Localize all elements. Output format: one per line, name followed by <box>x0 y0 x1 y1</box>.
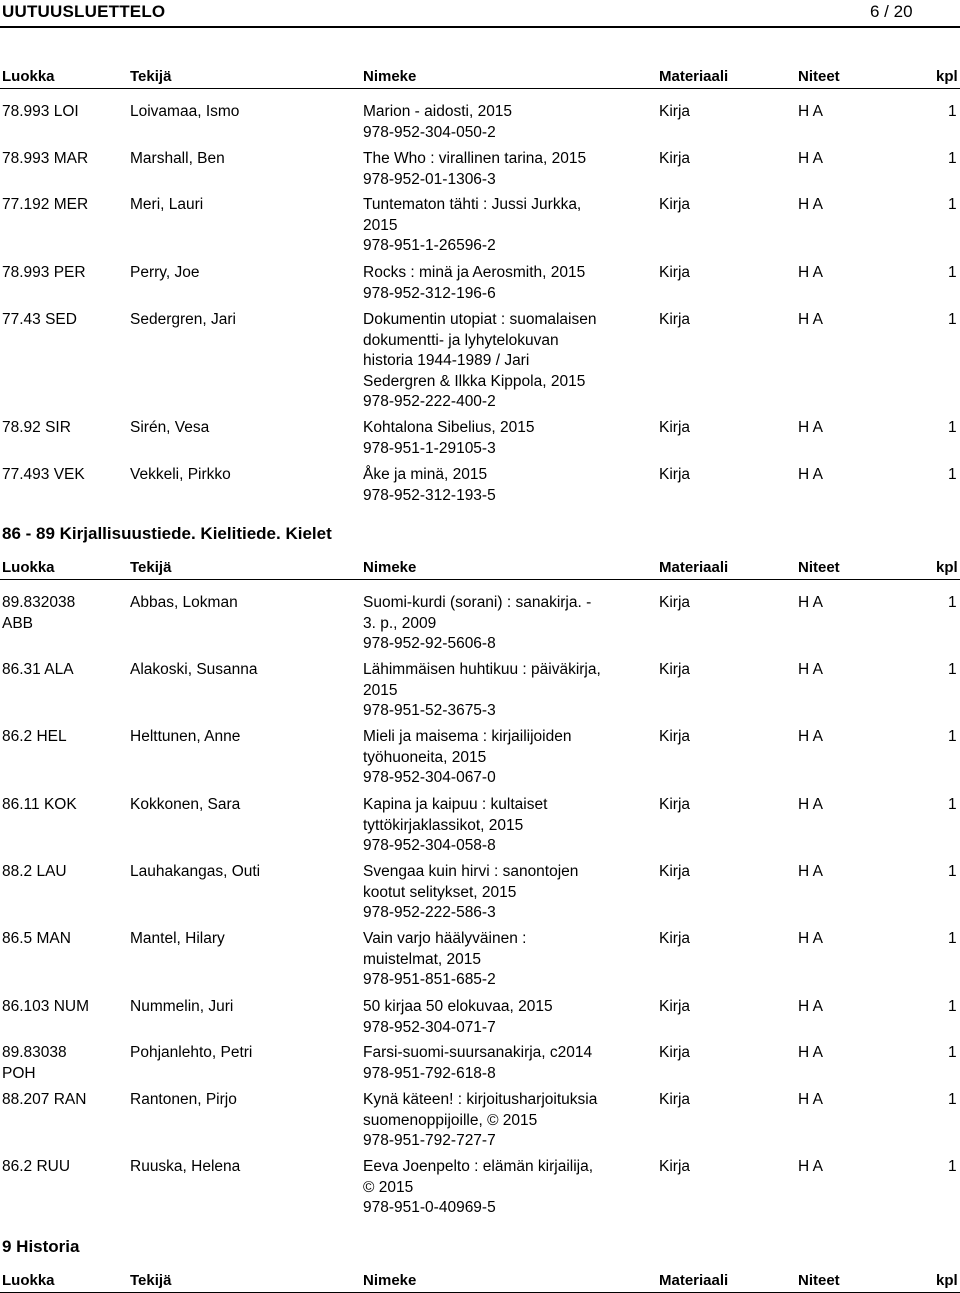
cell-kpl: 1 <box>948 930 957 947</box>
cell-kpl: 1 <box>948 466 957 483</box>
section-title: 86 - 89 Kirjallisuustiede. Kielitiede. Kielet <box>2 524 332 543</box>
cell-materiaali: Kirja <box>659 1091 691 1108</box>
cell-tekija: Helttunen, Anne <box>130 728 241 745</box>
cell-niteet: H A <box>798 150 823 167</box>
cell-niteet: H A <box>798 1044 823 1061</box>
col-tekija: Tekijä <box>130 1272 172 1289</box>
cell-luokka: 86.5 MAN <box>2 930 71 947</box>
cell-kpl: 1 <box>948 196 957 213</box>
cell-tekija: Meri, Lauri <box>130 196 204 213</box>
cell-materiaali: Kirja <box>659 419 691 436</box>
cell-nimeke: Tuntematon tähti : Jussi Jurkka, 2015 978-951-1-26596-2 <box>363 196 582 254</box>
cell-kpl: 1 <box>948 998 957 1015</box>
cell-kpl: 1 <box>948 264 957 281</box>
cell-niteet: H A <box>798 264 823 281</box>
col-luokka: Luokka <box>2 559 55 576</box>
cell-nimeke: Farsi-suomi-suursanakirja, c2014 978-951-792-618-8 <box>363 1044 593 1082</box>
cell-niteet: H A <box>798 661 823 678</box>
cell-tekija: Kokkonen, Sara <box>130 796 241 813</box>
cell-nimeke: Dokumentin utopiat : suomalaisen dokumentti- ja lyhytelokuvan historia 1944-1989 / Jari Sedergren & Ilkka Kippola, 2015 978-952-222-400-2 <box>363 311 597 410</box>
column-header <box>0 66 960 89</box>
cell-tekija: Perry, Joe <box>130 264 200 281</box>
cell-materiaali: Kirja <box>659 863 691 880</box>
cell-nimeke: Mieli ja maisema : kirjailijoiden työhuoneita, 2015 978-952-304-067-0 <box>363 728 572 786</box>
cell-kpl: 1 <box>948 1158 957 1175</box>
cell-nimeke: Suomi-kurdi (sorani) : sanakirja. - 3. p., 2009 978-952-92-5606-8 <box>363 594 592 652</box>
cell-materiaali: Kirja <box>659 1158 691 1175</box>
cell-tekija: Marshall, Ben <box>130 150 225 167</box>
col-niteet: Niteet <box>798 68 840 85</box>
cell-materiaali: Kirja <box>659 264 691 281</box>
cell-tekija: Sedergren, Jari <box>130 311 236 328</box>
cell-tekija: Loivamaa, Ismo <box>130 103 240 120</box>
cell-kpl: 1 <box>948 103 957 120</box>
col-kpl: kpl <box>936 559 958 576</box>
col-nimeke: Nimeke <box>363 68 417 85</box>
cell-luokka: 78.993 MAR <box>2 150 89 167</box>
cell-tekija: Pohjanlehto, Petri <box>130 1044 253 1061</box>
cell-luokka: 86.31 ALA <box>2 661 74 678</box>
cell-tekija: Vekkeli, Pirkko <box>130 466 231 483</box>
cell-kpl: 1 <box>948 150 957 167</box>
col-nimeke: Nimeke <box>363 559 417 576</box>
cell-kpl: 1 <box>948 661 957 678</box>
cell-luokka: 86.103 NUM <box>2 998 90 1015</box>
cell-niteet: H A <box>798 796 823 813</box>
col-kpl: kpl <box>936 68 958 85</box>
cell-nimeke: Svengaa kuin hirvi : sanontojen kootut selitykset, 2015 978-952-222-586-3 <box>363 863 579 921</box>
col-nimeke: Nimeke <box>363 1272 417 1289</box>
cell-niteet: H A <box>798 728 823 745</box>
cell-materiaali: Kirja <box>659 311 691 328</box>
column-header <box>0 1270 960 1293</box>
cell-luokka: 86.2 HEL <box>2 728 67 745</box>
cell-nimeke: The Who : virallinen tarina, 2015 978-952-01-1306-3 <box>363 150 587 188</box>
cell-kpl: 1 <box>948 796 957 813</box>
cell-materiaali: Kirja <box>659 103 691 120</box>
cell-luokka: 86.2 RUU <box>2 1158 71 1175</box>
cell-niteet: H A <box>798 196 823 213</box>
cell-materiaali: Kirja <box>659 661 691 678</box>
cell-nimeke: Kynä käteen! : kirjoitusharjoituksia suomenoppijoille, © 2015 978-951-792-727-7 <box>363 1091 598 1149</box>
cell-niteet: H A <box>798 1091 823 1108</box>
cell-niteet: H A <box>798 311 823 328</box>
cell-luokka: 77.493 VEK <box>2 466 85 483</box>
cell-kpl: 1 <box>948 419 957 436</box>
cell-nimeke: Kohtalona Sibelius, 2015 978-951-1-29105-3 <box>363 419 535 457</box>
cell-luokka: 89.83038 POH <box>2 1044 67 1082</box>
col-tekija: Tekijä <box>130 559 172 576</box>
cell-materiaali: Kirja <box>659 796 691 813</box>
cell-materiaali: Kirja <box>659 150 691 167</box>
cell-kpl: 1 <box>948 1044 957 1061</box>
cell-kpl: 1 <box>948 728 957 745</box>
cell-kpl: 1 <box>948 1091 957 1108</box>
col-materiaali: Materiaali <box>659 68 729 85</box>
cell-materiaali: Kirja <box>659 930 691 947</box>
cell-nimeke: Åke ja minä, 2015 978-952-312-193-5 <box>363 466 496 504</box>
cell-luokka: 88.207 RAN <box>2 1091 87 1108</box>
col-niteet: Niteet <box>798 559 840 576</box>
cell-niteet: H A <box>798 466 823 483</box>
cell-materiaali: Kirja <box>659 466 691 483</box>
cell-niteet: H A <box>798 419 823 436</box>
cell-niteet: H A <box>798 930 823 947</box>
section-title: 9 Historia <box>2 1237 80 1256</box>
cell-niteet: H A <box>798 594 823 611</box>
cell-niteet: H A <box>798 1158 823 1175</box>
cell-luokka: 78.993 PER <box>2 264 86 281</box>
cell-tekija: Ruuska, Helena <box>130 1158 241 1175</box>
cell-luokka: 86.11 KOK <box>2 796 77 813</box>
cell-nimeke: Vain varjo häälyväinen : muistelmat, 2015 978-951-851-685-2 <box>363 930 527 988</box>
cell-nimeke: Lähimmäisen huhtikuu : päiväkirja, 2015 978-951-52-3675-3 <box>363 661 601 719</box>
cell-materiaali: Kirja <box>659 196 691 213</box>
col-luokka: Luokka <box>2 1272 55 1289</box>
cell-niteet: H A <box>798 998 823 1015</box>
cell-materiaali: Kirja <box>659 594 691 611</box>
cell-materiaali: Kirja <box>659 1044 691 1061</box>
document-title: UUTUUSLUETTELO <box>2 2 166 21</box>
cell-nimeke: Marion - aidosti, 2015 978-952-304-050-2 <box>363 103 513 141</box>
cell-tekija: Mantel, Hilary <box>130 930 225 947</box>
cell-kpl: 1 <box>948 594 957 611</box>
page-number: 6 / 20 <box>870 2 913 21</box>
cell-tekija: Rantonen, Pirjo <box>130 1091 237 1108</box>
column-header <box>0 557 960 580</box>
cell-niteet: H A <box>798 863 823 880</box>
cell-luokka: 78.993 LOI <box>2 103 79 120</box>
cell-kpl: 1 <box>948 863 957 880</box>
cell-tekija: Sirén, Vesa <box>130 419 210 436</box>
cell-tekija: Alakoski, Susanna <box>130 661 258 678</box>
cell-luokka: 77.192 MER <box>2 196 89 213</box>
cell-luokka: 89.832038 ABB <box>2 594 76 632</box>
cell-tekija: Abbas, Lokman <box>130 594 238 611</box>
cell-luokka: 77.43 SED <box>2 311 77 328</box>
cell-nimeke: Rocks : minä ja Aerosmith, 2015 978-952-312-196-6 <box>363 264 586 302</box>
cell-nimeke: Kapina ja kaipuu : kultaiset tyttökirjaklassikot, 2015 978-952-304-058-8 <box>363 796 548 854</box>
cell-tekija: Nummelin, Juri <box>130 998 234 1015</box>
col-materiaali: Materiaali <box>659 1272 729 1289</box>
page-header <box>0 0 960 28</box>
col-niteet: Niteet <box>798 1272 840 1289</box>
cell-luokka: 88.2 LAU <box>2 863 67 880</box>
col-tekija: Tekijä <box>130 68 172 85</box>
cell-materiaali: Kirja <box>659 998 691 1015</box>
col-luokka: Luokka <box>2 68 55 85</box>
cell-nimeke: 50 kirjaa 50 elokuvaa, 2015 978-952-304-071-7 <box>363 998 553 1036</box>
cell-materiaali: Kirja <box>659 728 691 745</box>
cell-niteet: H A <box>798 103 823 120</box>
col-materiaali: Materiaali <box>659 559 729 576</box>
cell-nimeke: Eeva Joenpelto : elämän kirjailija, © 2015 978-951-0-40969-5 <box>363 1158 594 1216</box>
cell-kpl: 1 <box>948 311 957 328</box>
cell-luokka: 78.92 SIR <box>2 419 71 436</box>
col-kpl: kpl <box>936 1272 958 1289</box>
cell-tekija: Lauhakangas, Outi <box>130 863 261 880</box>
